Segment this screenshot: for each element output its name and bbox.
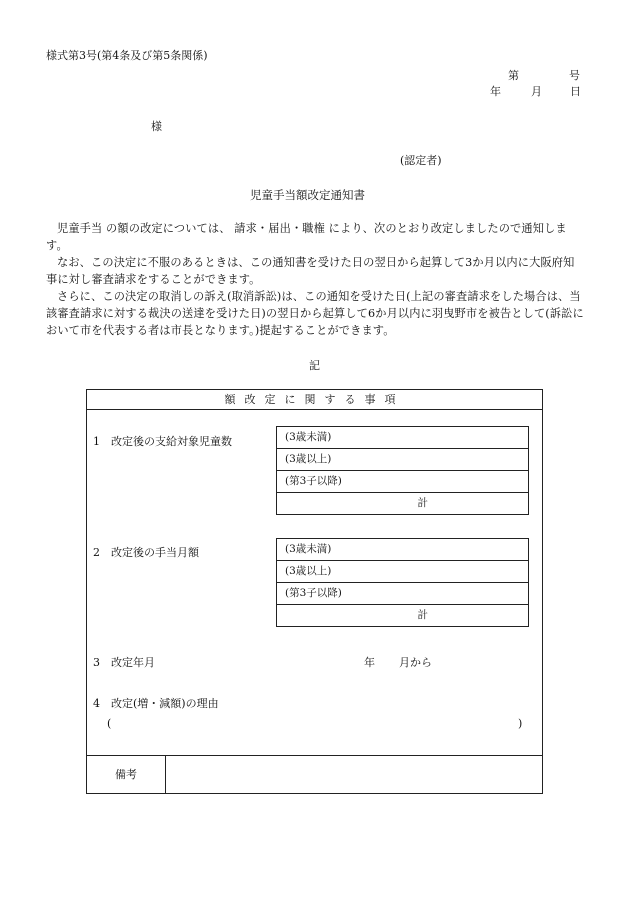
document-title: 児童手当額改定通知書 xyxy=(250,188,365,202)
record-table xyxy=(86,389,543,794)
item2-row-third-child: (第3子以降) xyxy=(277,583,528,605)
item2-row-total: 計 xyxy=(277,605,528,627)
form-number: 様式第3号(第4条及び第5条関係) xyxy=(46,49,208,62)
record-table-header: 額改定に関する事項 xyxy=(87,390,542,410)
item2-label: 2 改定後の手当月額 xyxy=(93,546,199,559)
item1-label: 1 改定後の支給対象児童数 xyxy=(93,435,232,448)
item1-row-over3: (3歳以上) xyxy=(277,449,528,471)
body-paragraph-3: さらに、この決定の取消しの訴え(取消訴訟)は、この通知を受けた日(上記の審査請求をした場合は、当該審査請求に対する裁決の送達を受けた日)の翌日から起算して6か月以内に羽曳野市を被告として(訴訟において市を代表する者は市長となります。)提起することができます。 xyxy=(46,290,584,337)
item4-close-paren: ) xyxy=(518,717,523,730)
item1-row-under3: (3歳未満) xyxy=(277,427,528,449)
item3-month-from: 月から xyxy=(399,656,432,669)
body-paragraph-1: 児童手当 の額の改定については、 請求・届出・職権 により、次のとおり改定しましたので通知します。 xyxy=(46,222,567,252)
item2-row-over3: (3歳以上) xyxy=(277,561,528,583)
item4-open-paren: ( xyxy=(107,717,112,730)
item3-year: 年 xyxy=(364,656,375,669)
item2-row-under3: (3歳未満) xyxy=(277,539,528,561)
issuer-label: (認定者) xyxy=(400,154,442,167)
item3-label: 3 改定年月 xyxy=(93,656,155,669)
item1-row-third-child: (第3子以降) xyxy=(277,471,528,493)
body-paragraph-2: なお、この決定に不服のあるときは、この通知書を受けた日の翌日から起算して3か月以内に大阪府知事に対し審査請求をすることができます。 xyxy=(46,256,575,286)
item1-row-total: 計 xyxy=(277,493,528,515)
remarks-label: 備考 xyxy=(87,756,166,793)
date-day: 日 xyxy=(570,85,581,98)
number-dai: 第 xyxy=(508,69,519,82)
remarks-row xyxy=(87,755,542,793)
item4-label: 4 改定(増・減額)の理由 xyxy=(93,697,219,710)
item2-amount-table xyxy=(276,538,529,627)
addressee-honorific: 様 xyxy=(151,120,162,133)
item1-children-table xyxy=(276,426,529,515)
record-label: 記 xyxy=(309,359,320,372)
date-year: 年 xyxy=(490,85,501,98)
number-go: 号 xyxy=(569,69,580,82)
date-month: 月 xyxy=(531,85,542,98)
